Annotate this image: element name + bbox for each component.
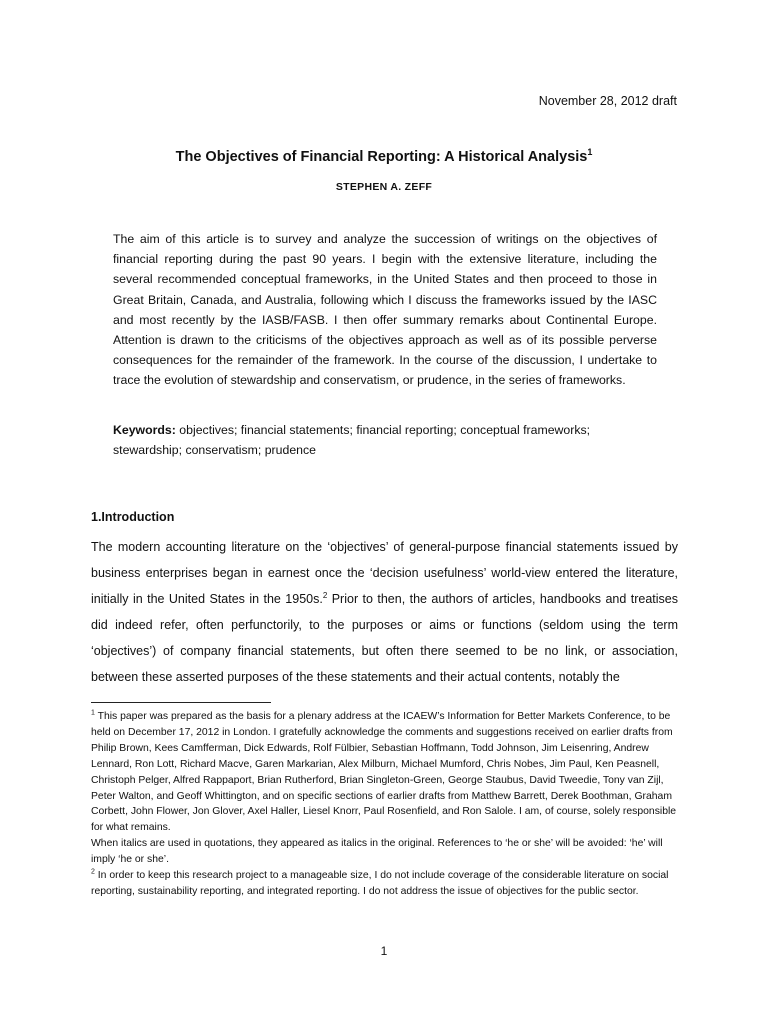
- page-number: 1: [380, 944, 388, 958]
- footnote-2-text: In order to keep this research project to a manageable size, I do not include coverage of the considerable literature on social reporting, sustainability reporting, and integrated reporting. I do not address the issue of objectives for the public sector.: [91, 870, 669, 897]
- title-footnote-marker: 1: [587, 147, 593, 158]
- draft-date: November 28, 2012 draft: [538, 94, 677, 108]
- footnote-2-marker: 2: [91, 868, 95, 876]
- keywords-label: Keywords:: [113, 423, 176, 437]
- footnotes: [91, 709, 678, 900]
- paper-title-text: The Objectives of Financial Reporting: A Historical Analysis: [175, 149, 588, 165]
- footnote-separator: [91, 702, 271, 703]
- author-name: STEPHEN A. ZEFF: [335, 181, 433, 193]
- intro-text-part1: The modern accounting literature on the ‘objectives’ of general-purpose financial statements issued by business enterprises began in earnest once the ‘decision usefulness’ world-view entered the literature, initially in the United States in the 1950s.: [91, 540, 678, 607]
- keywords-text: objectives; financial statements; financial reporting; conceptual frameworks; stewardship; conservatism; prudence: [113, 423, 591, 458]
- intro-text-part2: Prior to then, the authors of articles, handbooks and treatises did indeed refer, often perfunctorily, to the purposes or aims or functions (seldom using the term ‘objectives’) of company financial statements, but often there seemed to be no link, or association, between these asserted purposes of the these statements and their actual contents, notably the: [91, 592, 678, 685]
- section-heading-introduction: 1.Introduction: [91, 510, 175, 524]
- keywords-paragraph: [113, 420, 657, 460]
- footnote-1-text: This paper was prepared as the basis for a plenary address at the ICAEW’s Information for Better Markets Conference, to be held on December 17, 2012 in London. I gratefully acknowledge the comments and suggestions received on earlier drafts from Philip Brown, Kees Camfferman, Dick Edwards, Rolf Fülbier, Sebastian Hoffmann, Todd Johnson, Jim Leisenring, Andrew Lennard, Ron Lott, Richard Macve, Garen Markarian, Alex Milburn, Michael Mumford, Chris Nobes, Jim Paul, Ken Peasnell, Christoph Pelger, Alfred Rappaport, Brian Rutherford, Brian Singleton-Green, George Staubus, David Tweedie, Tony van Zijl, Peter Walton, and Geoff Whittington, and on specific sections of earlier drafts from Matthew Barrett, Derek Boothman, Graham Corbett, John Flower, Jon Glover, Axel Haller, Liesel Knorr, Paul Rosenfield, and Ron Salole. I am, of course, solely responsible for what remains.: [91, 711, 677, 834]
- introduction-paragraph: [91, 534, 678, 691]
- footnote-1: [91, 709, 678, 836]
- italics-note: When italics are used in quotations, they appeared as italics in the original. References to ‘he or she’ will be avoided: ‘he’ will imply ‘he or she’.: [91, 838, 663, 866]
- paper-title: [0, 147, 768, 167]
- footnote-2: [91, 868, 678, 900]
- intro-footnote-marker: 2: [322, 591, 328, 601]
- footnote-1-marker: 1: [91, 709, 95, 717]
- abstract-paragraph: The aim of this article is to survey and analyze the succession of writings on the objectives of financial reporting during the past 90 years. I begin with the extensive literature, including the several recommended conceptual frameworks, in the United States and then proceed to those in Great Britain, Canada, and Australia, following which I discuss the frameworks issued by the IASC and most recently by the IASB/FASB. I then offer summary remarks about Continental Europe. Attention is drawn to the criticisms of the objectives approach as well as of its possible perverse consequences for the remainder of the framework. In the course of the discussion, I undertake to trace the evolution of stewardship and conservatism, or prudence, in the series of frameworks.: [113, 232, 657, 388]
